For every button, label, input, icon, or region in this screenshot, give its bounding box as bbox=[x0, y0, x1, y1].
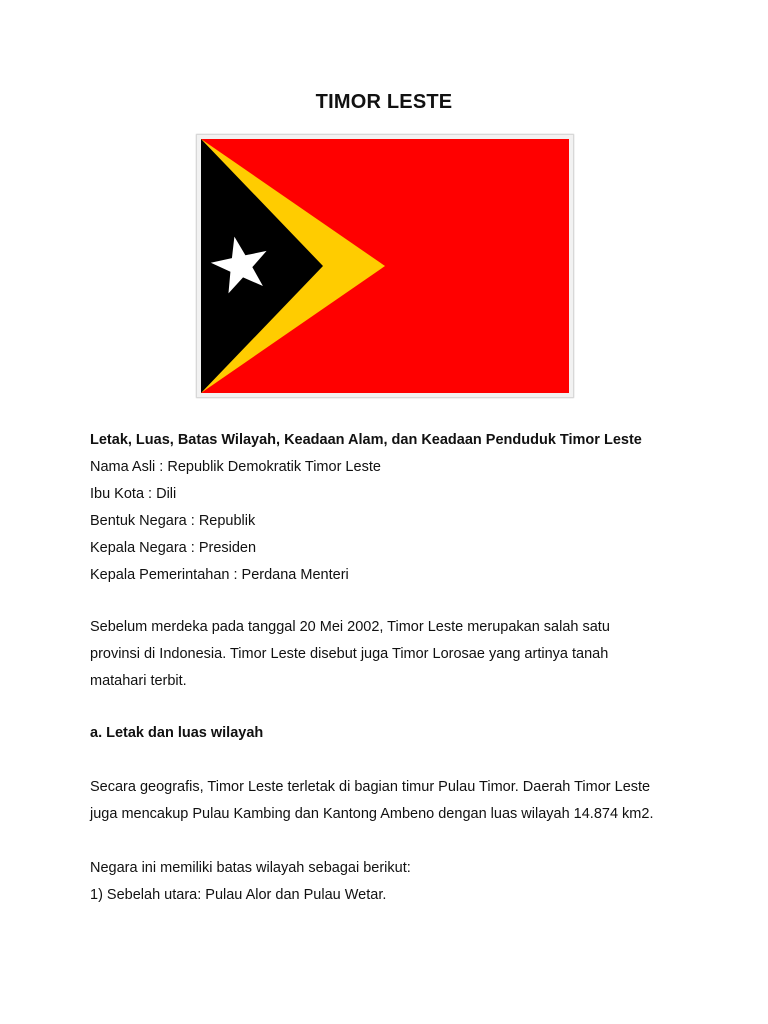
section-heading: Letak, Luas, Batas Wilayah, Keadaan Alam, dan Keadaan Penduduk Timor Leste bbox=[90, 432, 642, 448]
borders-section bbox=[90, 855, 678, 909]
fact-nama-asli: Nama Asli : Republik Demokratik Timor Leste bbox=[90, 459, 381, 475]
timor-leste-flag-icon bbox=[201, 139, 569, 393]
paragraph-line: Secara geografis, Timor Leste terletak di bagian timur Pulau Timor. Daerah Timor Leste bbox=[90, 779, 651, 795]
document-body bbox=[90, 427, 678, 589]
border-item: 1) Sebelah utara: Pulau Alor dan Pulau Wetar. bbox=[90, 887, 387, 903]
page-title: TIMOR LESTE bbox=[315, 91, 453, 113]
paragraph-line: provinsi di Indonesia. Timor Leste disebut juga Timor Lorosae yang artinya tanah bbox=[90, 646, 609, 662]
fact-kepala-negara: Kepala Negara : Presiden bbox=[90, 540, 257, 556]
paragraph-line: juga mencakup Pulau Kambing dan Kantong Ambeno dengan luas wilayah 14.874 km2. bbox=[90, 806, 654, 822]
borders-intro: Negara ini memiliki batas wilayah sebagai berikut: bbox=[90, 860, 411, 876]
fact-ibu-kota: Ibu Kota : Dili bbox=[90, 486, 177, 502]
flag-image bbox=[196, 134, 574, 398]
location-paragraph bbox=[90, 774, 678, 828]
fact-kepala-pemerintahan: Kepala Pemerintahan : Perdana Menteri bbox=[90, 567, 349, 583]
fact-bentuk-negara: Bentuk Negara : Republik bbox=[90, 513, 256, 529]
paragraph-line: Sebelum merdeka pada tanggal 20 Mei 2002, Timor Leste merupakan salah satu bbox=[90, 619, 610, 635]
intro-paragraph bbox=[90, 614, 678, 695]
paragraph-line: matahari terbit. bbox=[90, 673, 187, 689]
subheading-letak-luas: a. Letak dan luas wilayah bbox=[90, 725, 264, 741]
